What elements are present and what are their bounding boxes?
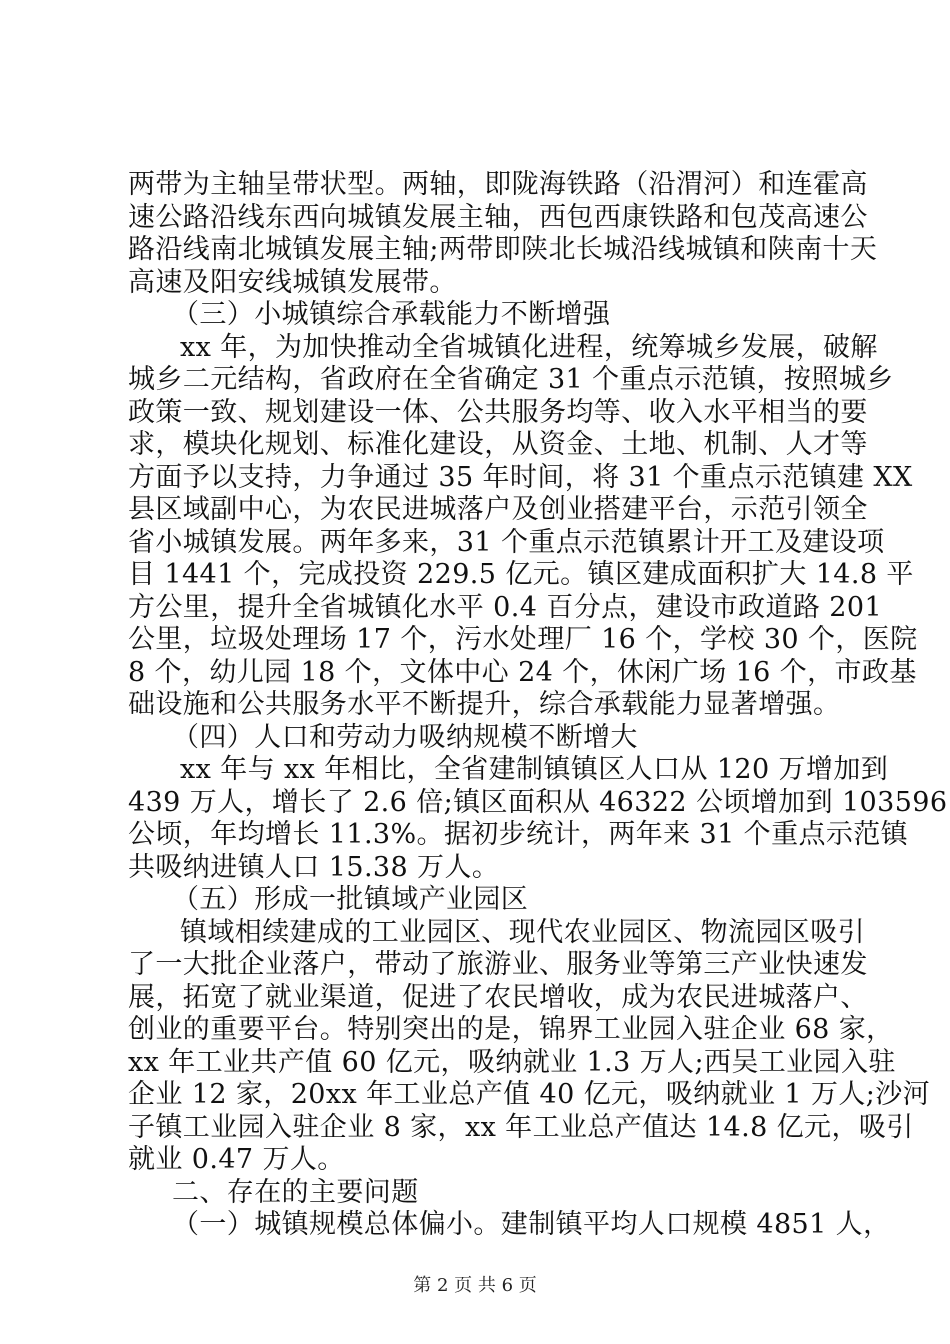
text-line: 公顷，年均增长 11.3%。据初步统计，两年来 31 个重点示范镇: [128, 819, 909, 850]
text-line: （五）形成一批镇域产业园区: [172, 884, 529, 915]
text-line: 439 万人，增长了 2.6 倍;镇区面积从 46322 公顷增加到 103596: [128, 786, 948, 818]
document-body: [128, 169, 948, 1242]
text-line: （一）城镇规模总体偏小。建制镇平均人口规模 4851 人，: [172, 1209, 891, 1240]
text-line: 县区域副中心，为农民进城落户及创业搭建平台，示范引领全: [128, 494, 868, 525]
text-line: 就业 0.47 万人。: [128, 1144, 345, 1175]
text-line: xx 年工业共产值 60 亿元，吸纳就业 1.3 万人;西吴工业园入驻: [128, 1046, 896, 1078]
text-line: 创业的重要平台。特别突出的是，锦界工业园入驻企业 68 家，: [128, 1014, 894, 1045]
text-line: 方面予以支持，力争通过 35 年时间，将 31 个重点示范镇建 XX: [128, 461, 913, 493]
text-line: 两带为主轴呈带状型。两轴，即陇海铁路（沿渭河）和连霍高: [128, 169, 868, 200]
text-line: 政策一致、规划建设一体、公共服务均等、收入水平相当的要: [128, 396, 868, 428]
text-line: 展，拓宽了就业渠道，促进了农民增收，成为农民进城落户、: [128, 981, 868, 1013]
text-line: （四）人口和劳动力吸纳规模不断增大: [172, 721, 638, 753]
text-line: xx 年与 xx 年相比，全省建制镇镇区人口从 120 万增加到: [180, 754, 889, 785]
text-line: 础设施和公共服务水平不断提升，综合承载能力显著增强。: [128, 689, 841, 720]
text-line: xx 年，为加快推动全省城镇化进程，统筹城乡发展，破解: [180, 331, 878, 363]
page-footer: 第 2 页 共 6 页: [413, 1275, 537, 1296]
text-line: 共吸纳进镇人口 15.38 万人。: [128, 851, 500, 883]
text-line: 镇域相续建成的工业园区、现代农业园区、物流园区吸引: [180, 916, 865, 948]
text-line: 子镇工业园入驻企业 8 家，xx 年工业总产值达 14.8 亿元，吸引: [128, 1111, 914, 1143]
text-line: 城乡二元结构，省政府在全省确定 31 个重点示范镇，按照城乡: [128, 364, 894, 395]
text-line: （三）小城镇综合承载能力不断增强: [172, 299, 611, 330]
text-line: 目 1441 个，完成投资 229.5 亿元。镇区建成面积扩大 14.8 平: [128, 559, 914, 590]
text-line: 高速及阳安线城镇发展带。: [128, 266, 457, 298]
text-line: 路沿线南北城镇发展主轴;两带即陕北长城沿线城镇和陕南十天: [128, 234, 878, 265]
text-line: 企业 12 家，20xx 年工业总产值 40 亿元，吸纳就业 1 万人;沙河: [128, 1079, 931, 1110]
text-line: 速公路沿线东西向城镇发展主轴，西包西康铁路和包茂高速公: [128, 201, 868, 233]
text-line: 求，模块化规划、标准化建设，从资金、土地、机制、人才等: [128, 429, 868, 460]
text-line: 8 个，幼儿园 18 个，文体中心 24 个，休闲广场 16 个，市政基: [128, 656, 917, 688]
text-line: 省小城镇发展。两年多来，31 个重点示范镇累计开工及建设项: [128, 526, 885, 558]
text-line: 二、存在的主要问题: [172, 1176, 419, 1208]
text-line: 方公里，提升全省城镇化水平 0.4 百分点，建设市政道路 201: [128, 591, 883, 623]
text-line: 公里，垃圾处理场 17 个，污水处理厂 16 个，学校 30 个，医院: [128, 624, 918, 655]
text-line: 了一大批企业落户，带动了旅游业、服务业等第三产业快速发: [128, 949, 868, 980]
